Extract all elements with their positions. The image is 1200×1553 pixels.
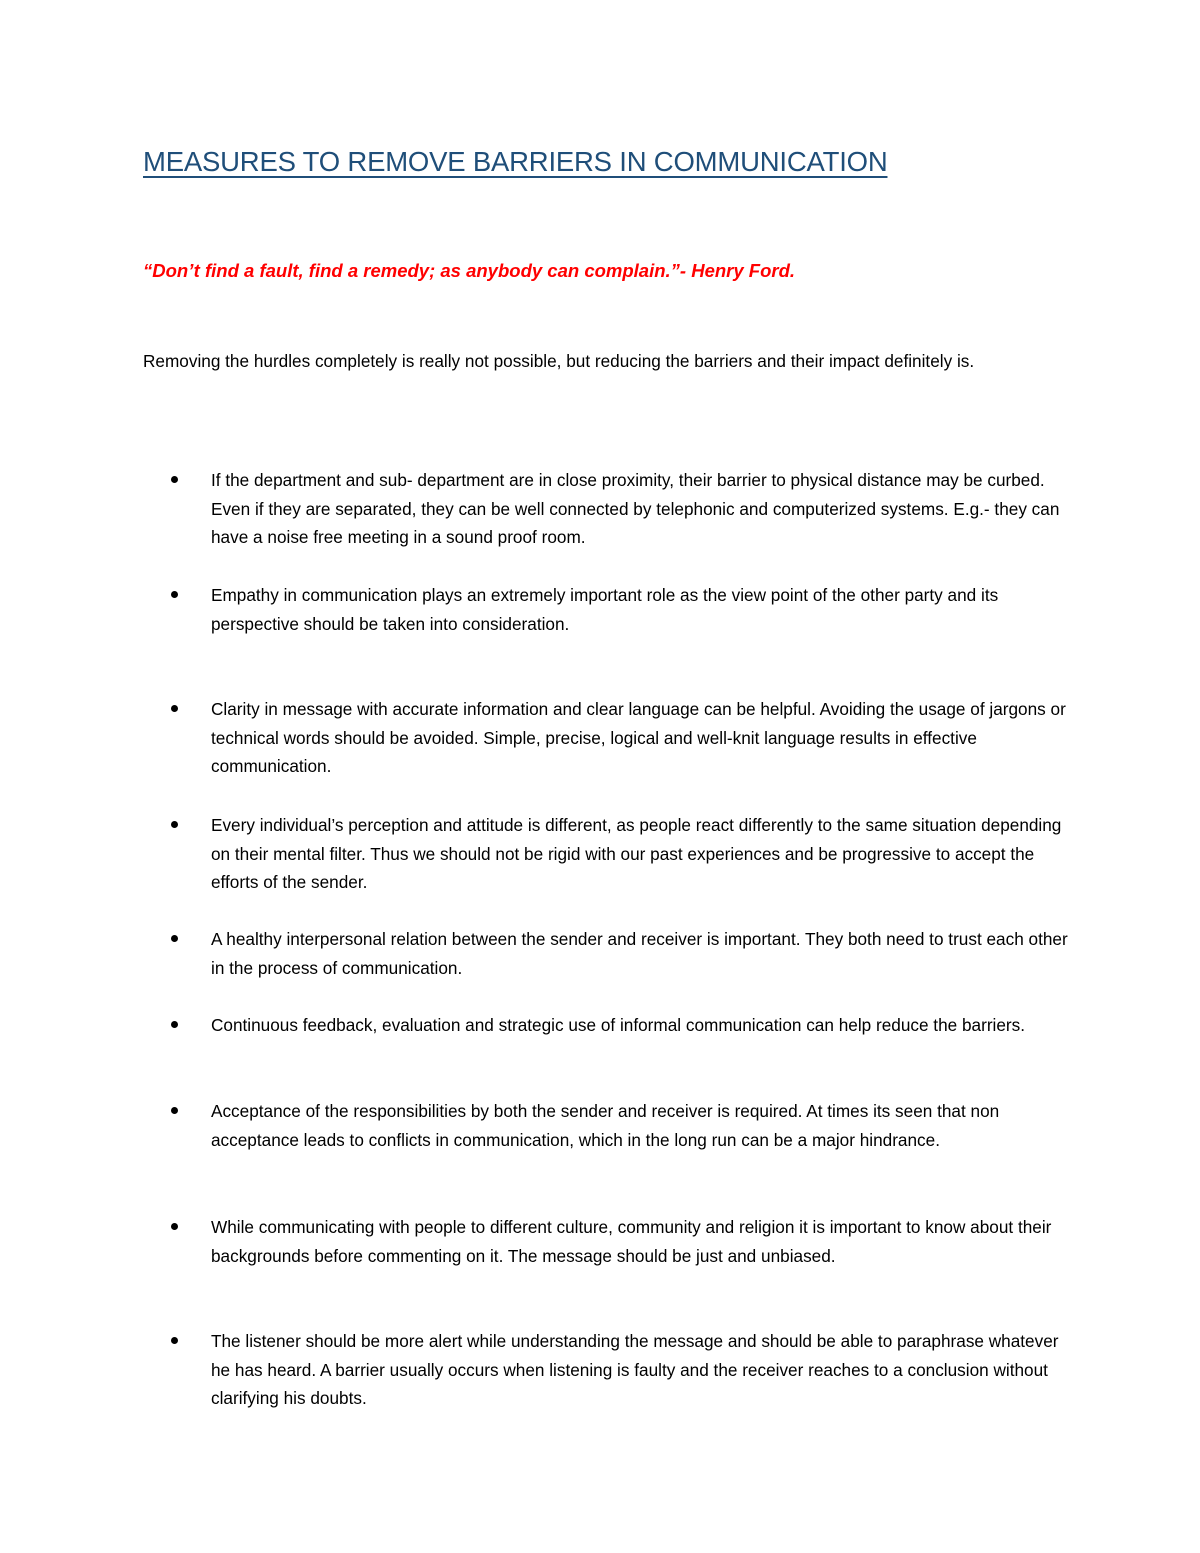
list-item-text: Empathy in communication plays an extremely important role as the view point of the other party and its perspective should be taken into consideration. (211, 585, 999, 634)
bullet-icon (171, 821, 178, 828)
list-item (211, 466, 1081, 552)
list-item (211, 1011, 1081, 1040)
list-item-text: While communicating with people to different culture, community and religion it is important to know about their backgrounds before commenting on it. The message should be just and unbiased. (211, 1217, 1052, 1266)
list-item-text: If the department and sub- department are in close proximity, their barrier to physical distance may be curbed. Even if they are separated, they can be well connected by telephonic and computerized systems. E.g.- they can have a noise free meeting in a sound proof room. (211, 470, 1060, 548)
list-item (211, 1213, 1081, 1270)
bullet-icon (171, 705, 178, 712)
bullet-icon (171, 1021, 178, 1028)
list-item-text: Acceptance of the responsibilities by both the sender and receiver is required. At times its seen that non acceptance leads to conflicts in communication, which in the long run can be a major hindrance. (211, 1101, 1000, 1150)
bullet-icon (171, 476, 178, 483)
list-item (211, 1097, 1081, 1154)
list-item (211, 695, 1081, 781)
list-item-text: Every individual’s perception and attitude is different, as people react differently to the same situation depending on their mental filter. Thus we should not be rigid with our past experiences and be progressive to accept the efforts of the sender. (211, 815, 1062, 893)
bullet-icon (171, 1337, 178, 1344)
list-item (211, 581, 1081, 638)
list-item-text: A healthy interpersonal relation between the sender and receiver is important. They both need to trust each other in the process of communication. (211, 929, 1068, 978)
list-item (211, 925, 1081, 982)
list-item (211, 1327, 1081, 1413)
document-title: MEASURES TO REMOVE BARRIERS IN COMMUNICATION (143, 146, 888, 177)
quote-text: “Don’t find a fault, find a remedy; as anybody can complain.”- Henry Ford. (143, 260, 796, 281)
list-item-text: Clarity in message with accurate information and clear language can be helpful. Avoiding the usage of jargons or technical words should be avoided. Simple, precise, logical and well-knit language results in effective communication. (211, 699, 1066, 777)
bullet-icon (171, 1223, 178, 1230)
bullet-icon (171, 935, 178, 942)
intro-paragraph: Removing the hurdles completely is really not possible, but reducing the barriers and their impact definitely is. (143, 351, 975, 371)
bullet-icon (171, 1107, 178, 1114)
list-item (211, 811, 1081, 897)
bullet-icon (171, 591, 178, 598)
list-item-text: Continuous feedback, evaluation and strategic use of informal communication can help reduce the barriers. (211, 1015, 1026, 1035)
list-item-text: The listener should be more alert while understanding the message and should be able to paraphrase whatever he has heard. A barrier usually occurs when listening is faulty and the receiver reaches to a conclusion without clarifying his doubts. (211, 1331, 1059, 1409)
